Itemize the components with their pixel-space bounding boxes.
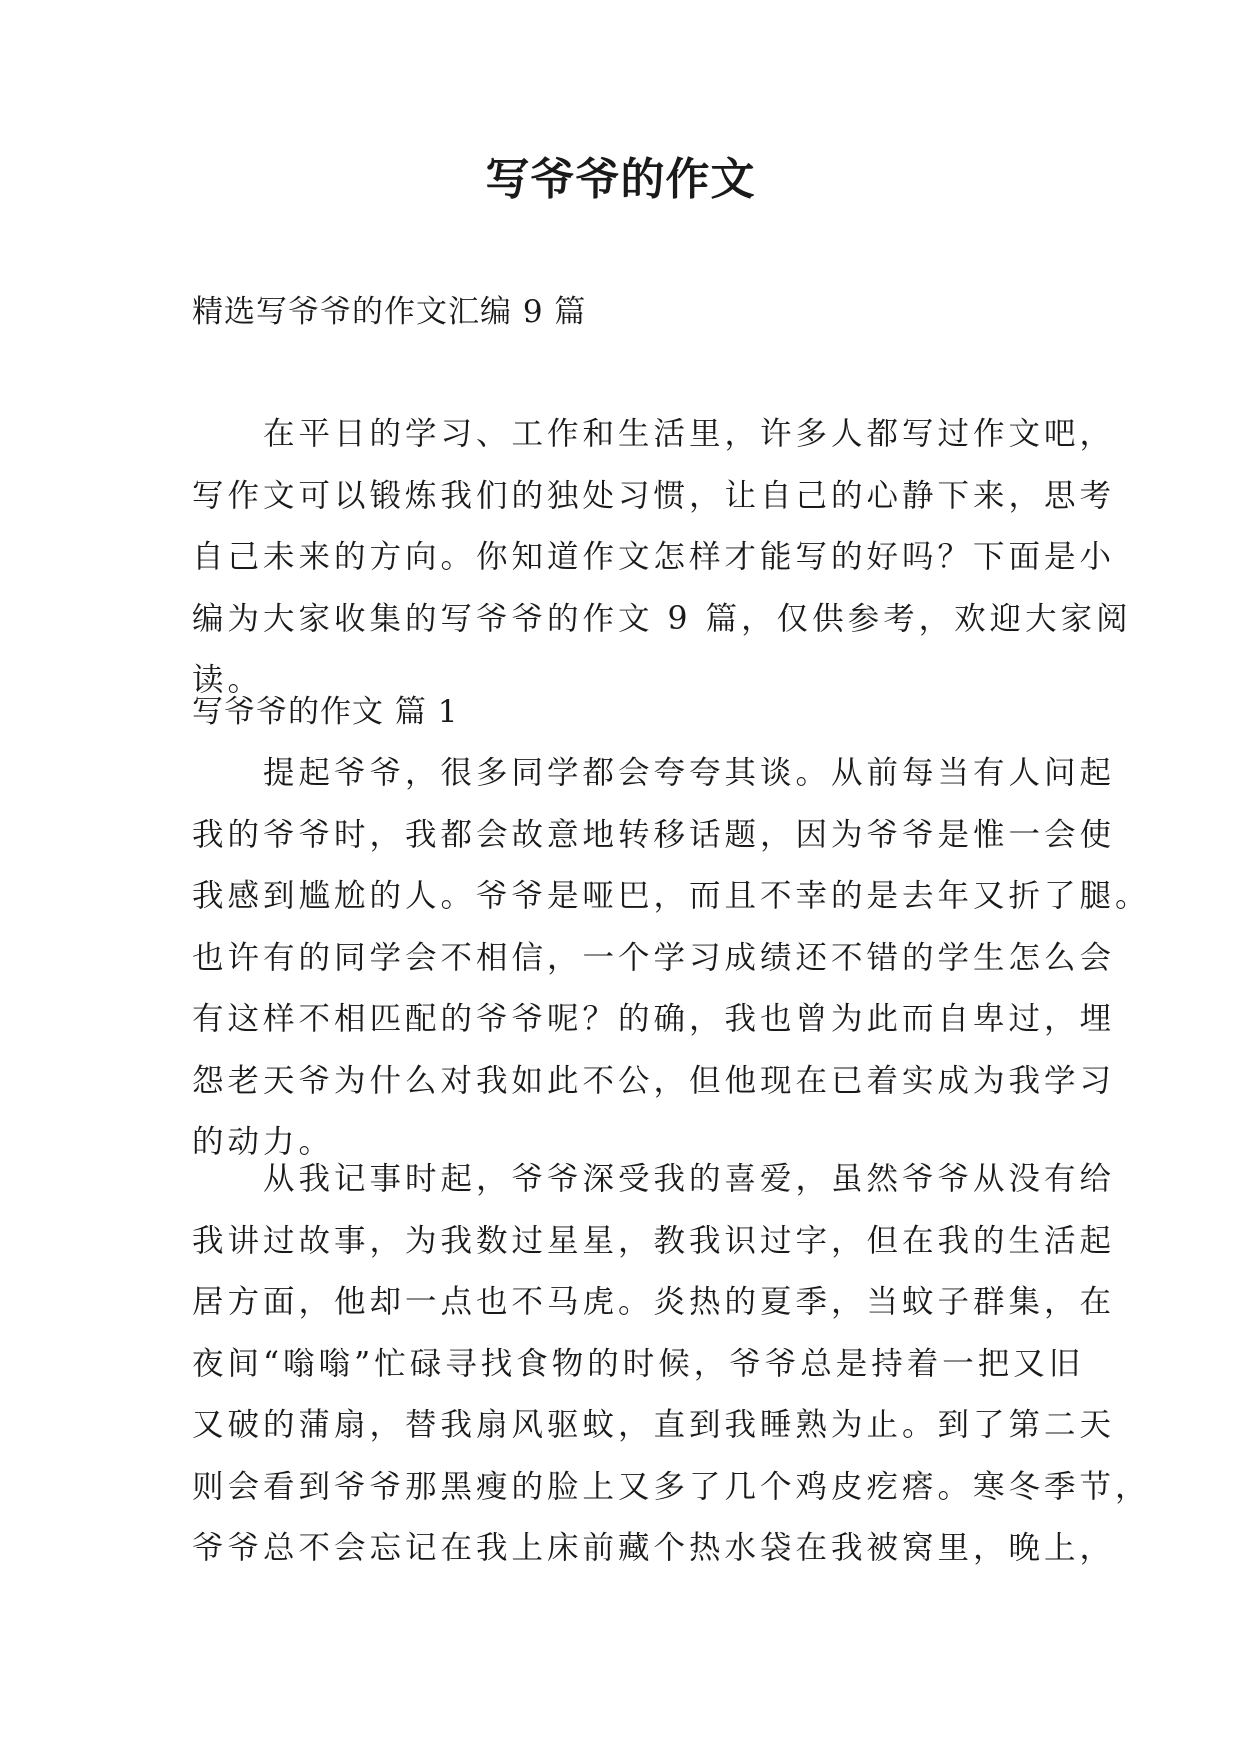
text-line: 我讲过故事，为我数过星星，教我识过字，但在我的生活起	[192, 1222, 1116, 1259]
text-line: 有这样不相匹配的爷爷呢？的确，我也曾为此而自卑过，埋	[192, 1001, 1116, 1037]
text-line: 读。	[192, 662, 264, 698]
text-line: 则会看到爷爷那黑瘦的脸上又多了几个鸡皮疙瘩。寒冬季节，	[192, 1468, 1151, 1505]
text-line: 我感到尴尬的人。爷爷是哑巴，而且不幸的是去年又折了腿。	[192, 878, 1151, 914]
text-line: 编为大家收集的写爷爷的作文 9 篇，仅供参考，欢迎大家阅	[192, 600, 1132, 637]
text-line: 我的爷爷时，我都会故意地转移话题，因为爷爷是惟一会使	[192, 816, 1116, 853]
text-line: 从我记事时起，爷爷深受我的喜爱，虽然爷爷从没有给	[192, 1161, 1116, 1197]
text-line: 也许有的同学会不相信，一个学习成绩还不错的学生怎么会	[192, 939, 1116, 976]
text-line: 怨老天爷为什么对我如此不公，但他现在已着实成为我学习	[192, 1062, 1116, 1099]
intro-paragraph	[192, 404, 1132, 712]
body-paragraph-1	[192, 743, 1151, 1174]
text-line: 在平日的学习、工作和生活里，许多人都写过作文吧，	[192, 416, 1116, 452]
text-line: 夜间“嗡嗡”忙碌寻找食物的时候，爷爷总是持着一把又旧	[192, 1345, 1085, 1382]
document-subtitle: 精选写爷爷的作文汇编 9 篇	[192, 294, 587, 330]
body-paragraph-2	[192, 1149, 1151, 1580]
text-line: 的动力。	[192, 1124, 335, 1160]
text-line: 写作文可以锻炼我们的独处习惯，让自己的心静下来，思考	[192, 477, 1116, 514]
text-line: 自己未来的方向。你知道作文怎样才能写的好吗？下面是小	[192, 539, 1116, 575]
text-line: 居方面，他却一点也不马虎。炎热的夏季，当蚊子群集，在	[192, 1284, 1116, 1320]
text-line: 爷爷总不会忘记在我上床前藏个热水袋在我被窝里，晚上，	[192, 1530, 1116, 1566]
section-heading: 写爷爷的作文 篇 1	[192, 694, 459, 730]
text-line: 提起爷爷，很多同学都会夸夸其谈。从前每当有人问起	[192, 755, 1116, 791]
page-title: 写爷爷的作文	[485, 154, 756, 205]
text-line: 又破的蒲扇，替我扇风驱蚊，直到我睡熟为止。到了第二天	[192, 1407, 1116, 1443]
